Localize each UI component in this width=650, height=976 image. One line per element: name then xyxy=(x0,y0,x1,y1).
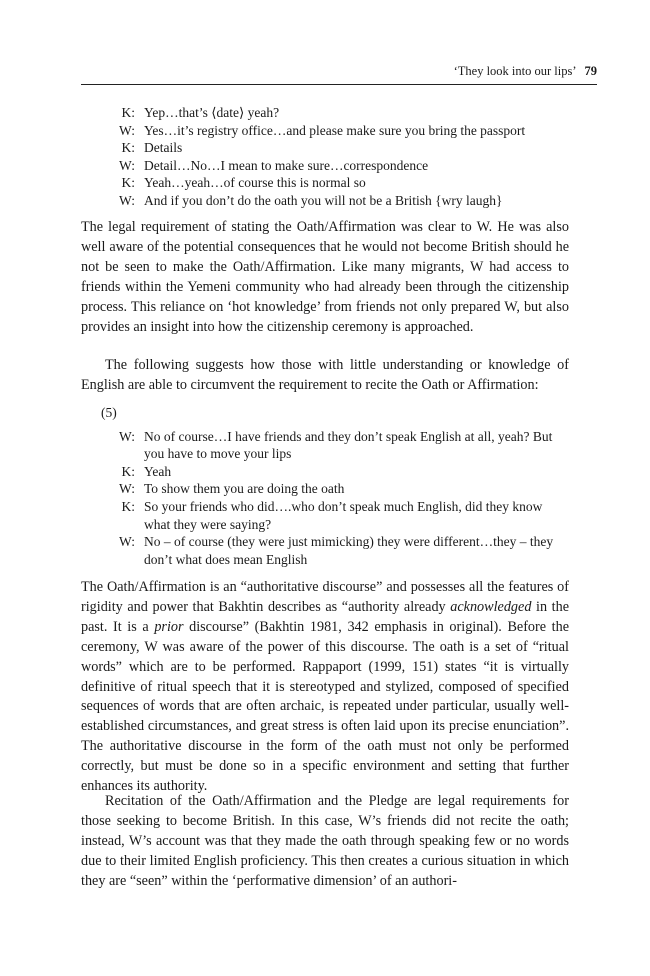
dialogue-text: Yes…it’s registry office…and please make sure you bring the passport xyxy=(144,122,526,138)
dialogue-line xyxy=(98,192,568,210)
body-paragraph-2 xyxy=(81,356,569,396)
header-rule xyxy=(81,84,597,85)
dialogue-text: So your friends who did….who don’t speak much English, did they know what they were saying? xyxy=(144,498,543,532)
paragraph-3-part-3: discourse” (Bakhtin 1981, 342 emphasis in original). Before the ceremony, W was aware of the power of this discourse. The oath is a set of “ritual words” which are to be performed. Rappaport (1999, 151) states “it is virtually definitive of ritual speech that it is stereotyped and stylized, composed of specified sequences of words that are often archaic, is repeated under particular, usually well-established circumstances, and great stress is often laid upon its precise enunciation”. The authoritative discourse in the form of the oath must not only be performed correctly, but must be done so in a specific environment and setting that further enhances its authority. xyxy=(81,618,570,795)
dialogue-text: And if you don’t do the oath you will not be a British {wry laugh} xyxy=(144,192,503,208)
dialogue-text: No – of course (they were just mimicking) they were different…they – they don’t what does mean English xyxy=(144,534,554,567)
dialogue-line xyxy=(98,480,568,498)
dialogue-line xyxy=(98,174,568,192)
dialogue-line xyxy=(98,533,568,568)
running-header xyxy=(81,62,597,80)
dialogue-text: Yep…that’s ⟨date⟩ yeah? xyxy=(144,105,280,120)
body-paragraph-1: The legal requirement of stating the Oath/Affirmation was clear to W. He was also well aware of the potential consequences that he would not become British should he not be seen to make the Oath/Affirmation. Like many migrants, W had access to friends within the Yemeni community who had already been through the citizenship process. This reliance on ‘hot knowledge’ from friends not only prepared W, but also provides an insight into how the citizenship ceremony is approached. xyxy=(81,219,569,335)
speaker-label: K: xyxy=(121,463,135,479)
dialogue-line xyxy=(98,428,568,463)
dialogue-line xyxy=(98,122,568,140)
paragraph-3-italic-1: acknowledged xyxy=(450,598,532,615)
paragraph-3-italic-2: prior xyxy=(154,618,184,635)
dialogue-line xyxy=(98,104,568,122)
dialogue-line xyxy=(98,463,568,481)
paragraph-3-part-2: in the past. It is a xyxy=(81,598,570,635)
dialogue-line xyxy=(98,498,568,533)
speaker-label: W: xyxy=(119,157,135,173)
example-number: (5) xyxy=(101,405,117,420)
speaker-label: W: xyxy=(119,192,135,208)
body-paragraph-4 xyxy=(81,792,569,892)
speaker-label: W: xyxy=(119,122,135,138)
dialogue-excerpt-1 xyxy=(98,104,568,210)
dialogue-text: Yeah xyxy=(144,463,172,479)
page-number: 79 xyxy=(584,64,597,78)
speaker-label: W: xyxy=(119,428,135,444)
dialogue-excerpt-2 xyxy=(98,404,568,568)
dialogue-text: No of course…I have friends and they don’t speak English at all, yeah? But you have to move your lips xyxy=(144,428,553,462)
speaker-label: W: xyxy=(119,481,135,497)
speaker-label: K: xyxy=(121,140,135,156)
paragraph-2-text: The following suggests how those with little understanding or knowledge of English are able to circumvent the requirement to recite the Oath or Affirmation: xyxy=(81,357,569,393)
dialogue-text: To show them you are doing the oath xyxy=(144,481,345,497)
dialogue-line xyxy=(98,139,568,157)
dialogue-text: Details xyxy=(144,140,183,156)
body-paragraph-3 xyxy=(81,578,569,797)
dialogue-text: Detail…No…I mean to make sure…correspondence xyxy=(144,157,429,173)
dialogue-line xyxy=(98,157,568,175)
speaker-label: K: xyxy=(121,175,135,191)
running-title: ‘They look into our lips’ xyxy=(453,64,577,78)
speaker-label: K: xyxy=(121,105,135,120)
dialogue-text: Yeah…yeah…of course this is normal so xyxy=(144,175,366,191)
speaker-label: K: xyxy=(121,498,135,514)
paragraph-3-part-1: The Oath/Affirmation is an “authoritative discourse” and possesses all the features of rigidity and power that Bakhtin describes as “authority already xyxy=(81,579,569,615)
speaker-label: W: xyxy=(119,534,135,550)
paragraph-4-text: Recitation of the Oath/Affirmation and the Pledge are legal requirements for those seeking to become British. In this case, W’s friends did not recite the oath; instead, W’s account was that they made the oath through speaking few or no words due to their limited English proficiency. This then creates a curious situation in which they are “seen” within the ‘performative dimension’ of an authori- xyxy=(81,793,569,889)
